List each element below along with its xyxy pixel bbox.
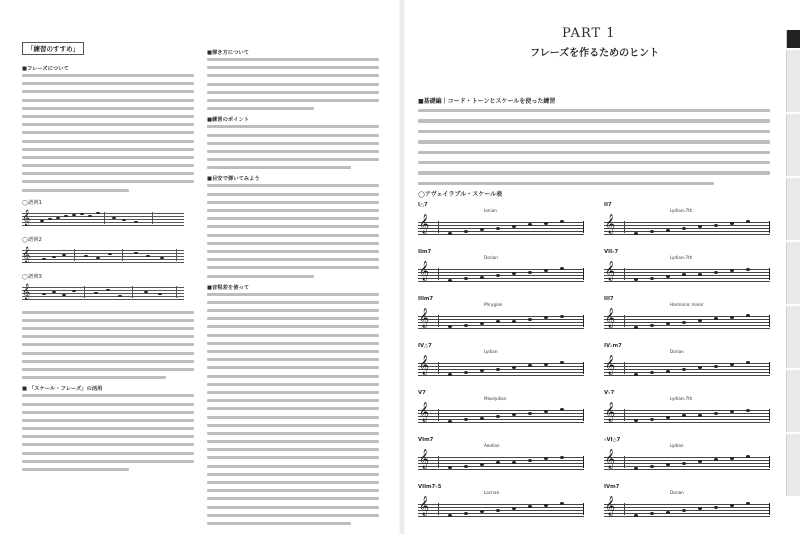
note-head	[496, 415, 500, 418]
index-tab[interactable]	[786, 114, 800, 176]
scale-staff	[604, 390, 770, 432]
treble-clef-icon: 𝄞	[419, 214, 430, 234]
note-head	[496, 509, 500, 512]
chord-symbol: VIIm7♭5	[418, 484, 442, 490]
note-head	[496, 274, 500, 277]
scale-staff	[418, 484, 584, 526]
index-tab[interactable]	[786, 306, 800, 368]
section-heading: ■フレーズについて	[22, 66, 69, 72]
left-column-1	[22, 36, 194, 476]
scale-staff	[604, 249, 770, 291]
note-head	[544, 316, 548, 319]
body-text	[22, 74, 194, 192]
treble-clef-icon: 𝄞	[419, 402, 430, 422]
treble-clef-icon: 𝄞	[605, 402, 616, 422]
section-heading: ■ 「スケール・フレーズ」の活用	[22, 386, 103, 393]
scale-name: Aeolian	[484, 443, 500, 448]
chord-symbol: I△7	[418, 202, 428, 208]
note-head	[480, 369, 484, 372]
note-head	[448, 232, 452, 235]
body-text	[207, 58, 379, 110]
note-head	[730, 222, 734, 225]
chord-symbol: V♭7	[604, 390, 615, 396]
note-head	[528, 318, 532, 321]
treble-clef-icon: 𝄞	[419, 355, 430, 375]
note-head	[698, 414, 702, 417]
note-head	[634, 514, 638, 517]
note-head	[698, 366, 702, 369]
note-head	[512, 461, 516, 464]
scale-staff	[418, 202, 584, 244]
note-head	[528, 459, 532, 462]
body-text	[22, 311, 194, 380]
note-head	[746, 455, 750, 458]
chord-symbol: V7	[418, 390, 426, 396]
section-heading: ■弾き方について	[207, 50, 249, 56]
note-head	[714, 271, 718, 274]
example-label: ◯譜例3	[22, 273, 42, 280]
note-head	[480, 276, 484, 279]
scale-name: Harmonic minor	[670, 302, 704, 307]
chord-symbol: ♭VI△7	[604, 437, 621, 443]
treble-clef-icon: 𝄞	[22, 209, 31, 226]
index-tab[interactable]	[786, 434, 800, 496]
scale-name: Lydian♭7th	[670, 396, 693, 401]
note-head	[560, 408, 564, 411]
note-head	[698, 273, 702, 276]
scale-name: Dorian	[670, 349, 684, 354]
section-heading: ■練習のポイント	[207, 117, 250, 124]
book-gutter	[398, 0, 406, 534]
note-head	[464, 465, 468, 468]
section-heading: ■目安で弾いてみよう	[207, 176, 260, 183]
note-head	[560, 315, 564, 318]
note-head	[666, 511, 670, 514]
scale-staff	[604, 296, 770, 338]
note-head	[682, 509, 686, 512]
note-head	[464, 371, 468, 374]
note-head	[650, 324, 654, 327]
scale-staff	[418, 343, 584, 385]
treble-clef-icon: 𝄞	[605, 449, 616, 469]
note-head	[496, 320, 500, 323]
note-head	[512, 272, 516, 275]
treble-clef-icon: 𝄞	[22, 283, 31, 300]
note-head	[528, 364, 532, 367]
treble-clef-icon: 𝄞	[605, 308, 616, 328]
note-head	[682, 273, 686, 276]
note-head	[650, 465, 654, 468]
note-head	[682, 462, 686, 465]
note-head	[464, 418, 468, 421]
note-head	[650, 277, 654, 280]
note-head	[528, 223, 532, 226]
note-head	[464, 230, 468, 233]
treble-clef-icon: 𝄞	[419, 308, 430, 328]
treble-clef-icon: 𝄞	[605, 214, 616, 234]
note-head	[560, 502, 564, 505]
note-head	[634, 373, 638, 376]
note-head	[746, 268, 750, 271]
note-head	[560, 456, 564, 459]
body-text	[22, 394, 194, 471]
treble-clef-icon: 𝄞	[22, 246, 31, 263]
note-head	[544, 410, 548, 413]
example-label: ◯譜例2	[22, 236, 42, 243]
scale-name: Phrygian	[484, 302, 503, 307]
note-head	[666, 463, 670, 466]
note-head	[682, 227, 686, 230]
chord-symbol: VIm7	[418, 437, 434, 443]
note-head	[448, 514, 452, 517]
note-head	[730, 504, 734, 507]
example-label: ◯譜例1	[22, 199, 42, 206]
note-head	[714, 458, 718, 461]
left-column-2	[207, 44, 379, 530]
scale-name: Lydian♭7th	[670, 208, 693, 213]
index-tab[interactable]	[786, 242, 800, 304]
note-head	[730, 410, 734, 413]
body-text	[207, 293, 379, 525]
treble-clef-icon: 𝄞	[419, 449, 430, 469]
note-head	[746, 220, 750, 223]
scale-staff	[418, 296, 584, 338]
body-text	[207, 184, 379, 277]
note-head	[714, 224, 718, 227]
note-head	[512, 413, 516, 416]
scale-name: Ionian	[484, 208, 497, 213]
chord-symbol: VII♭7	[604, 249, 619, 255]
note-head	[448, 373, 452, 376]
chord-symbol: III7	[604, 296, 614, 302]
scale-name: Mixolydian	[484, 396, 507, 401]
scale-staff	[418, 437, 584, 479]
treble-clef-icon: 𝄞	[605, 261, 616, 281]
note-head	[714, 317, 718, 320]
chapter-title: フレーズを作るためのヒント	[530, 48, 660, 59]
note-head	[544, 269, 548, 272]
treble-clef-icon: 𝄞	[605, 496, 616, 516]
note-head	[682, 368, 686, 371]
note-head	[714, 365, 718, 368]
note-head	[650, 418, 654, 421]
note-head	[560, 361, 564, 364]
chord-symbol: IIm7	[418, 249, 432, 255]
chord-symbol: II7	[604, 202, 612, 208]
treble-clef-icon: 𝄞	[605, 355, 616, 375]
note-head	[480, 510, 484, 513]
note-head	[560, 220, 564, 223]
body-text	[418, 109, 770, 192]
note-head	[448, 279, 452, 282]
treble-clef-icon: 𝄞	[419, 261, 430, 281]
note-head	[512, 320, 516, 323]
note-head	[650, 371, 654, 374]
note-head	[480, 417, 484, 420]
note-head	[730, 363, 734, 366]
scale-staff	[604, 437, 770, 479]
note-head	[496, 227, 500, 230]
note-head	[464, 512, 468, 515]
music-example-2	[22, 246, 184, 266]
note-head	[480, 228, 484, 231]
index-tab[interactable]	[786, 370, 800, 432]
note-head	[730, 269, 734, 272]
box-heading: 「練習のすすめ」	[22, 42, 84, 55]
note-head	[634, 326, 638, 329]
scale-staff	[418, 249, 584, 291]
treble-clef-icon: 𝄞	[419, 496, 430, 516]
section-heading: ■音程差を使って	[207, 284, 250, 291]
note-head	[746, 409, 750, 412]
music-example-1	[22, 209, 184, 229]
scale-staff	[604, 343, 770, 385]
note-head	[698, 507, 702, 510]
index-tab[interactable]	[786, 50, 800, 112]
note-head	[650, 230, 654, 233]
scale-table-heading: ◯アヴェイラブル・スケール表	[418, 191, 503, 198]
scale-name: Lydian	[670, 443, 684, 448]
note-head	[666, 322, 670, 325]
note-head	[496, 461, 500, 464]
scale-name: Dorian	[670, 490, 684, 495]
note-head	[634, 232, 638, 235]
index-tabs	[786, 30, 800, 534]
note-head	[528, 271, 532, 274]
note-head	[682, 414, 686, 417]
note-head	[666, 370, 670, 373]
scale-name: Lydian	[484, 349, 498, 354]
music-example-3	[22, 283, 184, 303]
index-tab[interactable]	[786, 178, 800, 240]
note-head	[528, 505, 532, 508]
chord-symbol: IV♭m7	[604, 343, 622, 349]
note-head	[682, 321, 686, 324]
note-head	[634, 467, 638, 470]
scale-staff	[418, 390, 584, 432]
chord-symbol: IV△7	[418, 343, 432, 349]
scale-staff	[604, 484, 770, 526]
note-head	[464, 277, 468, 280]
note-head	[666, 229, 670, 232]
scale-name: Locrian	[484, 490, 500, 495]
note-head	[560, 267, 564, 270]
note-head	[528, 412, 532, 415]
note-head	[746, 361, 750, 364]
note-head	[544, 457, 548, 460]
index-tab-active[interactable]	[786, 30, 800, 48]
note-head	[448, 420, 452, 423]
note-head	[650, 512, 654, 515]
note-head	[714, 412, 718, 415]
body-text	[207, 125, 379, 169]
part-title: PART 1	[562, 26, 616, 41]
scale-name: Lydian♭7th	[670, 255, 693, 260]
chord-symbol: IIIm7	[418, 296, 434, 302]
note-head	[714, 506, 718, 509]
note-head	[746, 314, 750, 317]
section-heading: ■基礎編｜コード・トーンとスケールを使った練習	[418, 98, 556, 105]
note-head	[464, 324, 468, 327]
note-head	[746, 502, 750, 505]
scale-name: Dorian	[484, 255, 498, 260]
note-head	[698, 225, 702, 228]
note-head	[496, 368, 500, 371]
scale-staff	[604, 202, 770, 244]
chord-symbol: IVm7	[604, 484, 620, 490]
